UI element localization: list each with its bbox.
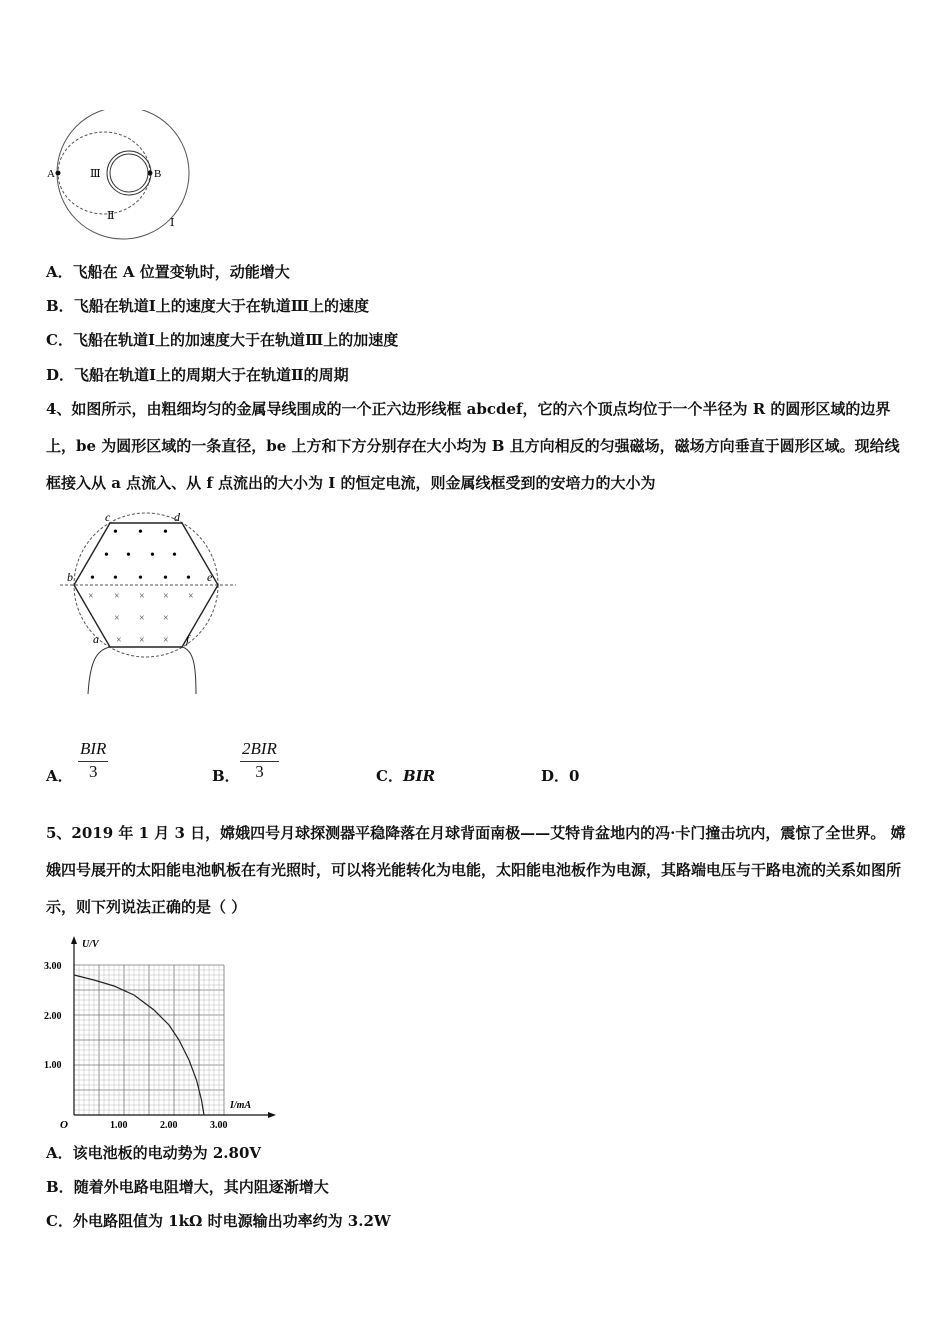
svg-text:•: •	[90, 571, 95, 586]
vertex-c-label: c	[105, 512, 111, 524]
q4-option-d	[541, 765, 579, 786]
q4-option-b-letter: B．	[212, 767, 240, 785]
svg-text:×: ×	[139, 635, 145, 646]
q5-option-c-letter: C．	[46, 1212, 73, 1230]
q4-option-b-numerator: 2BIR	[242, 739, 277, 758]
q5-option-b	[46, 1176, 329, 1197]
lead-wire-left	[88, 647, 110, 694]
q4-option-c-letter: C．	[376, 767, 403, 785]
orbit-2	[58, 132, 150, 214]
q3-option-b	[46, 295, 369, 316]
x-axis-label: I/mA	[230, 1100, 252, 1111]
label-orbit-3: Ⅲ	[90, 168, 101, 180]
svg-text:•: •	[104, 548, 109, 563]
q4-option-b-fraction	[240, 739, 279, 782]
svg-text:•: •	[186, 571, 191, 586]
label-orbit-1: Ⅰ	[170, 217, 175, 229]
svg-text:•: •	[163, 525, 168, 540]
vertex-f-label: f	[186, 632, 190, 646]
svg-text:×: ×	[188, 591, 194, 602]
svg-text:•: •	[150, 548, 155, 563]
y-axis-arrow	[71, 936, 77, 944]
svg-text:×: ×	[88, 591, 94, 602]
orbit-3	[107, 151, 151, 195]
y-tick-3: 3.00	[44, 961, 62, 972]
q3-option-a	[46, 261, 290, 282]
svg-text:×: ×	[116, 635, 122, 646]
q3-option-c-text: 飞船在轨道Ⅰ上的加速度大于在轨道Ⅲ上的加速度	[72, 331, 399, 349]
q3-option-d-letter: D．	[46, 366, 75, 384]
x-tick-1: 1.00	[110, 1120, 128, 1131]
label-orbit-2: Ⅱ	[107, 210, 115, 222]
vertex-e-label: e	[207, 570, 213, 584]
svg-text:•: •	[113, 571, 118, 586]
svg-text:×: ×	[114, 591, 120, 602]
svg-text:•: •	[138, 571, 143, 586]
svg-text:•: •	[138, 525, 143, 540]
q4-option-a-letter: A．	[46, 767, 73, 785]
svg-text:•: •	[172, 548, 177, 563]
label-a: A	[47, 168, 55, 180]
q3-option-d-text: 飞船在轨道Ⅰ上的周期大于在轨道Ⅱ的周期	[74, 366, 349, 384]
origin-label: O	[60, 1119, 68, 1131]
orbit-figure	[40, 110, 200, 245]
hexagon-figure	[60, 512, 240, 698]
svg-text:•: •	[126, 548, 131, 563]
vertex-d-label: d	[174, 512, 180, 524]
q4-question-text: 4、如图所示，由粗细均匀的金属导线围成的一个正六边形线框 abcdef，它的六个顶点均位于一个半径为 R 的圆形区域的边界上，be 为圆形区域的一条直径，be 上方和下方分别存在大小均为 B 且方向相反的匀强磁场，磁场方向垂直于圆形区域。现给线框接入从 a 点流入、从 f 点流出的大小为 I 的恒定电流，则金属线框受到的安培力的大小为	[46, 400, 900, 492]
svg-text:×: ×	[163, 613, 169, 624]
point-b-dot	[148, 171, 153, 176]
y-tick-1: 1.00	[44, 1060, 62, 1071]
vertex-a-label: a	[93, 632, 99, 646]
y-axis-label: U/V	[82, 939, 99, 950]
u-i-chart	[40, 932, 280, 1132]
q5-option-c-text: 外电路阻值为 1kΩ 时电源输出功率约为 3.2W	[72, 1212, 391, 1230]
q3-option-b-text: 飞船在轨道Ⅰ上的速度大于在轨道Ⅲ上的速度	[73, 297, 369, 315]
planet	[110, 154, 148, 192]
x-axis-arrow	[268, 1112, 276, 1118]
q5-option-c	[46, 1210, 391, 1231]
q4-option-a-fraction	[78, 739, 108, 782]
q5-option-a-text: 该电池板的电动势为 2.80V	[72, 1144, 262, 1162]
q3-option-d	[46, 364, 349, 385]
q5-option-b-text: 随着外电路电阻增大，其内阻逐渐增大	[73, 1178, 329, 1196]
q4-option-a-numerator: BIR	[80, 739, 107, 758]
svg-text:×: ×	[163, 591, 169, 602]
vertex-b-label: b	[67, 570, 73, 584]
lead-wire-right	[182, 647, 196, 694]
field-dots	[90, 525, 191, 586]
q5-option-a	[46, 1142, 261, 1163]
y-tick-2: 2.00	[44, 1011, 62, 1022]
svg-text:×: ×	[114, 613, 120, 624]
q3-option-c-letter: C．	[46, 331, 73, 349]
q3-option-b-letter: B．	[46, 297, 74, 315]
x-tick-2: 2.00	[160, 1120, 178, 1131]
point-a-dot	[56, 171, 61, 176]
q4-option-c-text: BIR	[402, 767, 436, 785]
q5-option-b-letter: B．	[46, 1178, 74, 1196]
x-tick-3: 3.00	[210, 1120, 228, 1131]
svg-text:•: •	[163, 571, 168, 586]
q4-option-d-text: 0	[569, 767, 580, 785]
q5-option-a-letter: A．	[46, 1144, 73, 1162]
q4-option-a-denominator: 3	[88, 762, 98, 781]
svg-text:×: ×	[139, 613, 145, 624]
q5-question-text: 5、2019 年 1 月 3 日，嫦娥四号月球探测器平稳降落在月球背面南极——艾特肯盆地内的冯·卡门撞击坑内，震惊了全世界。 嫦娥四号展开的太阳能电池帆板在有光照时，可以将光能转化为电能，太阳能电池板作为电源，其路端电压与干路电流的关系如图所示，则下列说法正确的是（ ）	[46, 824, 906, 916]
q4-option-d-letter: D．	[541, 767, 570, 785]
svg-text:×: ×	[139, 591, 145, 602]
q3-option-a-letter: A．	[46, 263, 73, 281]
svg-text:•: •	[113, 525, 118, 540]
label-b: B	[154, 168, 162, 180]
q4-option-c	[376, 765, 435, 786]
svg-text:×: ×	[163, 635, 169, 646]
q3-option-a-text: 飞船在 A 位置变轨时，动能增大	[72, 263, 290, 281]
chart-grid	[74, 965, 224, 1115]
q3-option-c	[46, 329, 398, 350]
q4-option-b-denominator: 3	[255, 762, 264, 781]
